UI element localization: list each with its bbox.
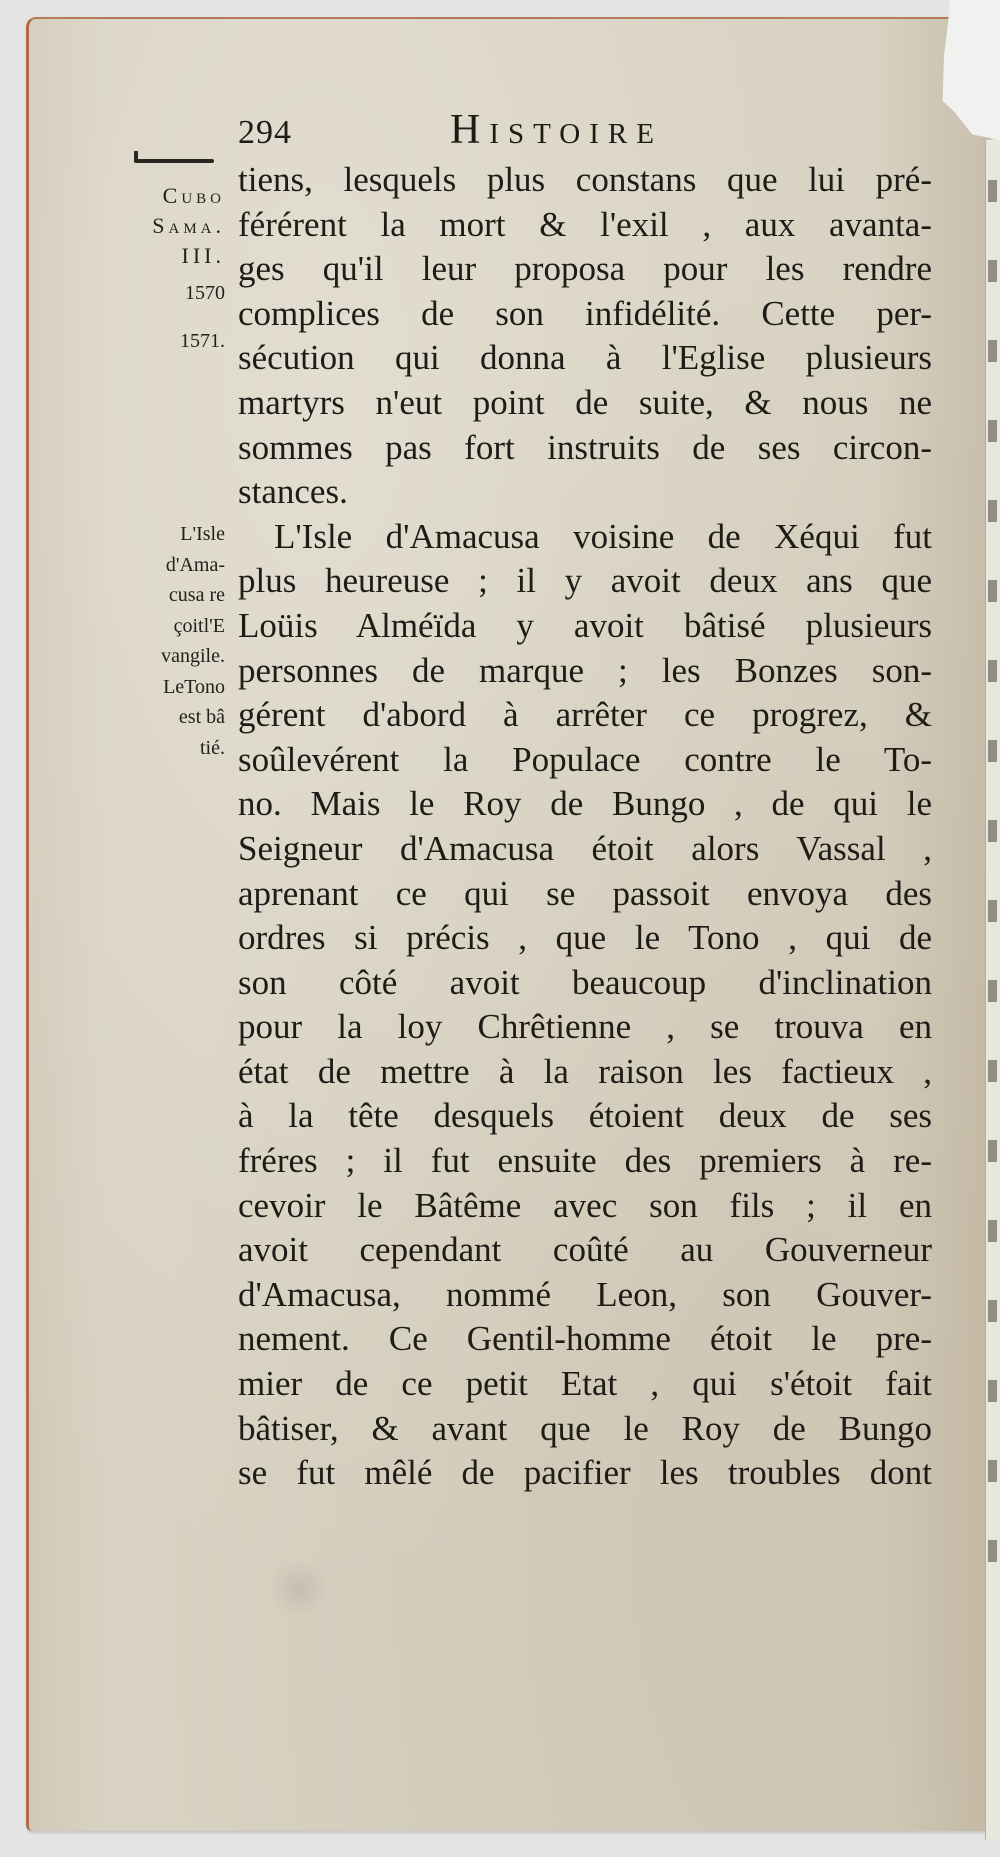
text-line: Loüis Alméïda y avoit bâtisé plusieurs bbox=[238, 605, 932, 645]
margin-note-line: tié. bbox=[200, 736, 225, 759]
adjacent-page-edge bbox=[985, 140, 1000, 1840]
text-line: aprenant ce qui se passoit envoya des bbox=[238, 873, 932, 913]
text-line: cevoir le Bâtême avec son fils ; il en bbox=[238, 1185, 932, 1225]
margin-rule bbox=[134, 159, 214, 163]
body-text bbox=[238, 158, 932, 1496]
running-title: Histoire bbox=[450, 107, 663, 153]
margin-note-line: Cubo bbox=[162, 183, 225, 208]
margin-note-line: LeTono bbox=[163, 675, 225, 698]
margin-note-year: 1571. bbox=[180, 330, 225, 352]
text-line: bâtiser, & avant que le Roy de Bungo bbox=[238, 1408, 932, 1448]
text-line: fréres ; il fut ensuite des premiers à re- bbox=[238, 1141, 932, 1181]
margin-note-year: 1570 bbox=[185, 282, 225, 304]
ink-smudge bbox=[269, 1559, 329, 1619]
text-line: sommes pas fort instruits de ses circon- bbox=[238, 427, 932, 467]
text-line: Seigneur d'Amacusa étoit alors Vassal , bbox=[238, 828, 932, 868]
text-line: stances. bbox=[238, 472, 348, 512]
text-line: état de mettre à la raison les factieux , bbox=[238, 1051, 932, 1091]
text-line: férérent la mort & l'exil , aux avanta- bbox=[238, 204, 932, 244]
margin-note-line: çoitl'E bbox=[173, 614, 225, 637]
text-line: ordres si précis , que le Tono , qui de bbox=[238, 918, 932, 958]
text-line: martyrs n'eut point de suite, & nous ne bbox=[238, 382, 932, 422]
margin-note-reign bbox=[152, 181, 225, 367]
text-line: soûlevérent la Populace contre le To- bbox=[238, 739, 932, 779]
text-line: pour la loy Chrêtienne , se trouva en bbox=[238, 1007, 932, 1047]
margin-note-amacusa bbox=[161, 519, 225, 763]
margin-note-line: L'Isle bbox=[180, 523, 225, 545]
text-line: se fut mêlé de pacifier les troubles dont bbox=[238, 1453, 932, 1493]
margin-note-line: d'Ama- bbox=[165, 553, 225, 576]
text-line: mier de ce petit Etat , qui s'étoit fait bbox=[238, 1364, 932, 1404]
text-line: sécution qui donna à l'Eglise plusieurs bbox=[238, 338, 932, 378]
text-line: personnes de marque ; les Bonzes son- bbox=[238, 650, 932, 690]
text-line: plus heureuse ; il y avoit deux ans que bbox=[238, 561, 932, 601]
text-line: complices de son infidélité. Cette per- bbox=[238, 293, 932, 333]
text-line: d'Amacusa, nommé Leon, son Gouver- bbox=[238, 1274, 932, 1314]
margin-note-line: III. bbox=[181, 243, 225, 268]
text-line: son côté avoit beaucoup d'inclination bbox=[238, 962, 932, 1002]
text-line: nement. Ce Gentil-homme étoit le pre- bbox=[238, 1319, 932, 1359]
text-line: ges qu'il leur proposa pour les rendre bbox=[238, 249, 932, 289]
text-line: L'Isle d'Amacusa voisine de Xéqui fut bbox=[274, 516, 932, 556]
margin-note-line: Sama. bbox=[152, 213, 225, 238]
margin-note-line: est bâ bbox=[178, 706, 225, 728]
text-line: tiens, lesquels plus constans que lui pré- bbox=[238, 160, 932, 199]
margin-note-line: vangile. bbox=[161, 645, 225, 667]
margin-note-line: cusa re bbox=[168, 584, 225, 606]
page-number: 294 bbox=[238, 114, 292, 151]
page-header bbox=[0, 104, 1000, 154]
text-line: gérent d'abord à arrêter ce progrez, & bbox=[238, 695, 932, 735]
text-line: avoit cependant coûté au Gouverneur bbox=[238, 1230, 932, 1270]
text-line: no. Mais le Roy de Bungo , de qui le bbox=[238, 784, 932, 824]
text-line: à la tête desquels étoient deux de ses bbox=[238, 1096, 932, 1136]
